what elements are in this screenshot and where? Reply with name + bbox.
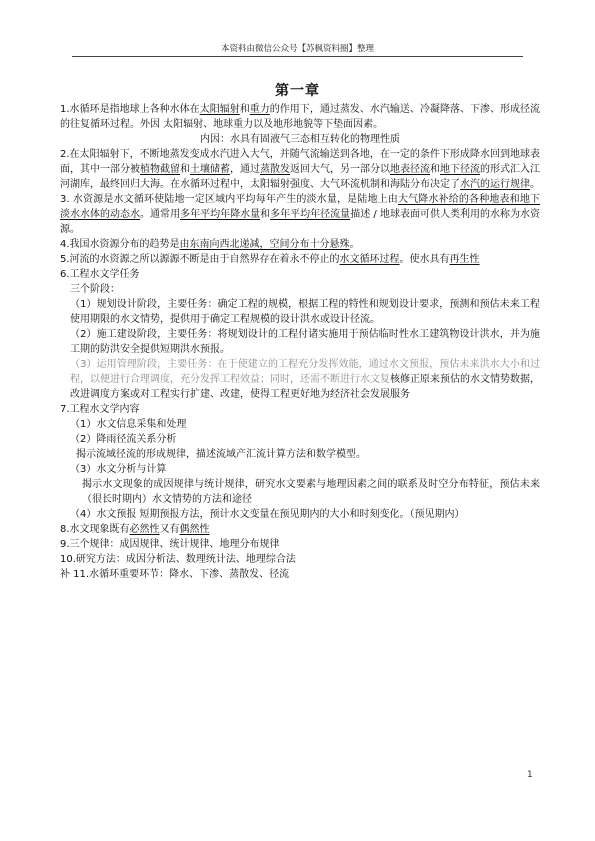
page-number: 1: [527, 770, 533, 780]
header-divider: [72, 56, 523, 57]
item-10: 10.研究方法：成因分析法、数理统计法、地理综合法: [60, 554, 296, 565]
item-6-stage-1: （1）规划设计阶段，主要任务：确定工程的规模，根据工程的特性和规划设计要求，预测和预估未来工程使用期限的水文情势，提供用于确定工程规模的设计洪水或设计径流。: [70, 299, 540, 325]
page-header: 本资料由微信公众号【苏枫资料圈】整理: [220, 44, 374, 54]
item-7-4: （4）水文预报 短期预报方法，预计水文变量在预见期内的大小和时刻变化。（预见期内）: [70, 509, 465, 520]
item-2: 2.在太阳辐射下，不断地蒸发变成水汽进入大气，并随气流输送到各地，在一定的条件下形成降水回到地球表面，其中一部分被植物截留和土壤储蓄，通过蒸散发返回大气，另一部分以地表径流和地下径流的形式汇入江河湖库，最终回归大海。在水循环过程中，太阳辐射强度、大气环流机制和海陆分布决定了水汽的运行规律。: [60, 149, 540, 190]
item-7-2-desc: 揭示流域径流的形成规律，描述流域产汇流计算方法和数学模型。: [76, 449, 366, 460]
chapter-title: 第一章: [275, 83, 320, 99]
item-5: 5.河流的水资源之所以源源不断是由于自然界存在着永不停止的水文循环过程。使水具有再生性: [60, 254, 480, 265]
item-6-stage-3: （3）运用管理阶段，主要任务：在于使建立的工程充分发挥效能，通过水文预报，预估未来洪水大小和过程，以便进行合理调度，充分发挥工程效益；同时，还需不断进行水文复核修正原来预估的水文情势数据，改进调度方案或对工程实行扩建、改建，使得工程更好地为经济社会发展服务: [70, 359, 540, 400]
item-7-2: （2）降雨径流关系分析: [70, 434, 177, 445]
item-6-subtitle: 三个阶段：: [70, 284, 120, 295]
item-8: 8.水文现象既有必然性又有偶然性: [60, 524, 210, 535]
document-body: [60, 102, 540, 582]
item-7-3-desc: 揭示水文现象的成因规律与统计规律，研究水文要素与地理因素之间的联系及时空分布特征，预估未来（很长时期内）水文情势的方法和途径: [82, 479, 540, 505]
item-1: 1.水循环是指地球上各种水体在太阳辐射和重力的作用下，通过蒸发、水汽输送、冷凝降落、下渗、形成径流的往复循环过程。外因 太阳辐射、地球重力以及地形地貌等下垫面因素。: [60, 104, 541, 130]
item-9: 9.三个规律：成因规律、统计规律、地理分布规律: [60, 539, 280, 550]
item-7-1: （1）水文信息采集和处理: [70, 419, 187, 430]
item-1-note: 内因：水具有固液气三态相互转化的物理性质: [200, 134, 400, 145]
item-11: 补 11.水循环重要环节：降水、下渗、蒸散发、径流: [60, 569, 290, 580]
item-7-3: （3）水文分析与计算: [70, 464, 167, 475]
item-6-stage-2: （2）施工建设阶段，主要任务：将规划设计的工程付诸实施用于预估临时性水工建筑物设计洪水，并为施工期的防洪安全提供短期洪水预报。: [70, 329, 540, 355]
item-4: 4.我国水资源分布的趋势是由东南向西北递减，空间分布十分悬殊。: [60, 239, 360, 250]
item-3: 3. 水资源是水文循环使陆地一定区域内平均每年产生的淡水量，是陆地上由大气降水补给的各种地表和地下淡水水体的动态水。通常用多年平均年降水量和多年平均年径流量描述 / 地球表面可供人类利用的水称为水资源。: [60, 194, 541, 235]
item-7-title: 7.工程水文学内容: [60, 404, 140, 415]
item-6-title: 6.工程水文学任务: [60, 269, 140, 280]
